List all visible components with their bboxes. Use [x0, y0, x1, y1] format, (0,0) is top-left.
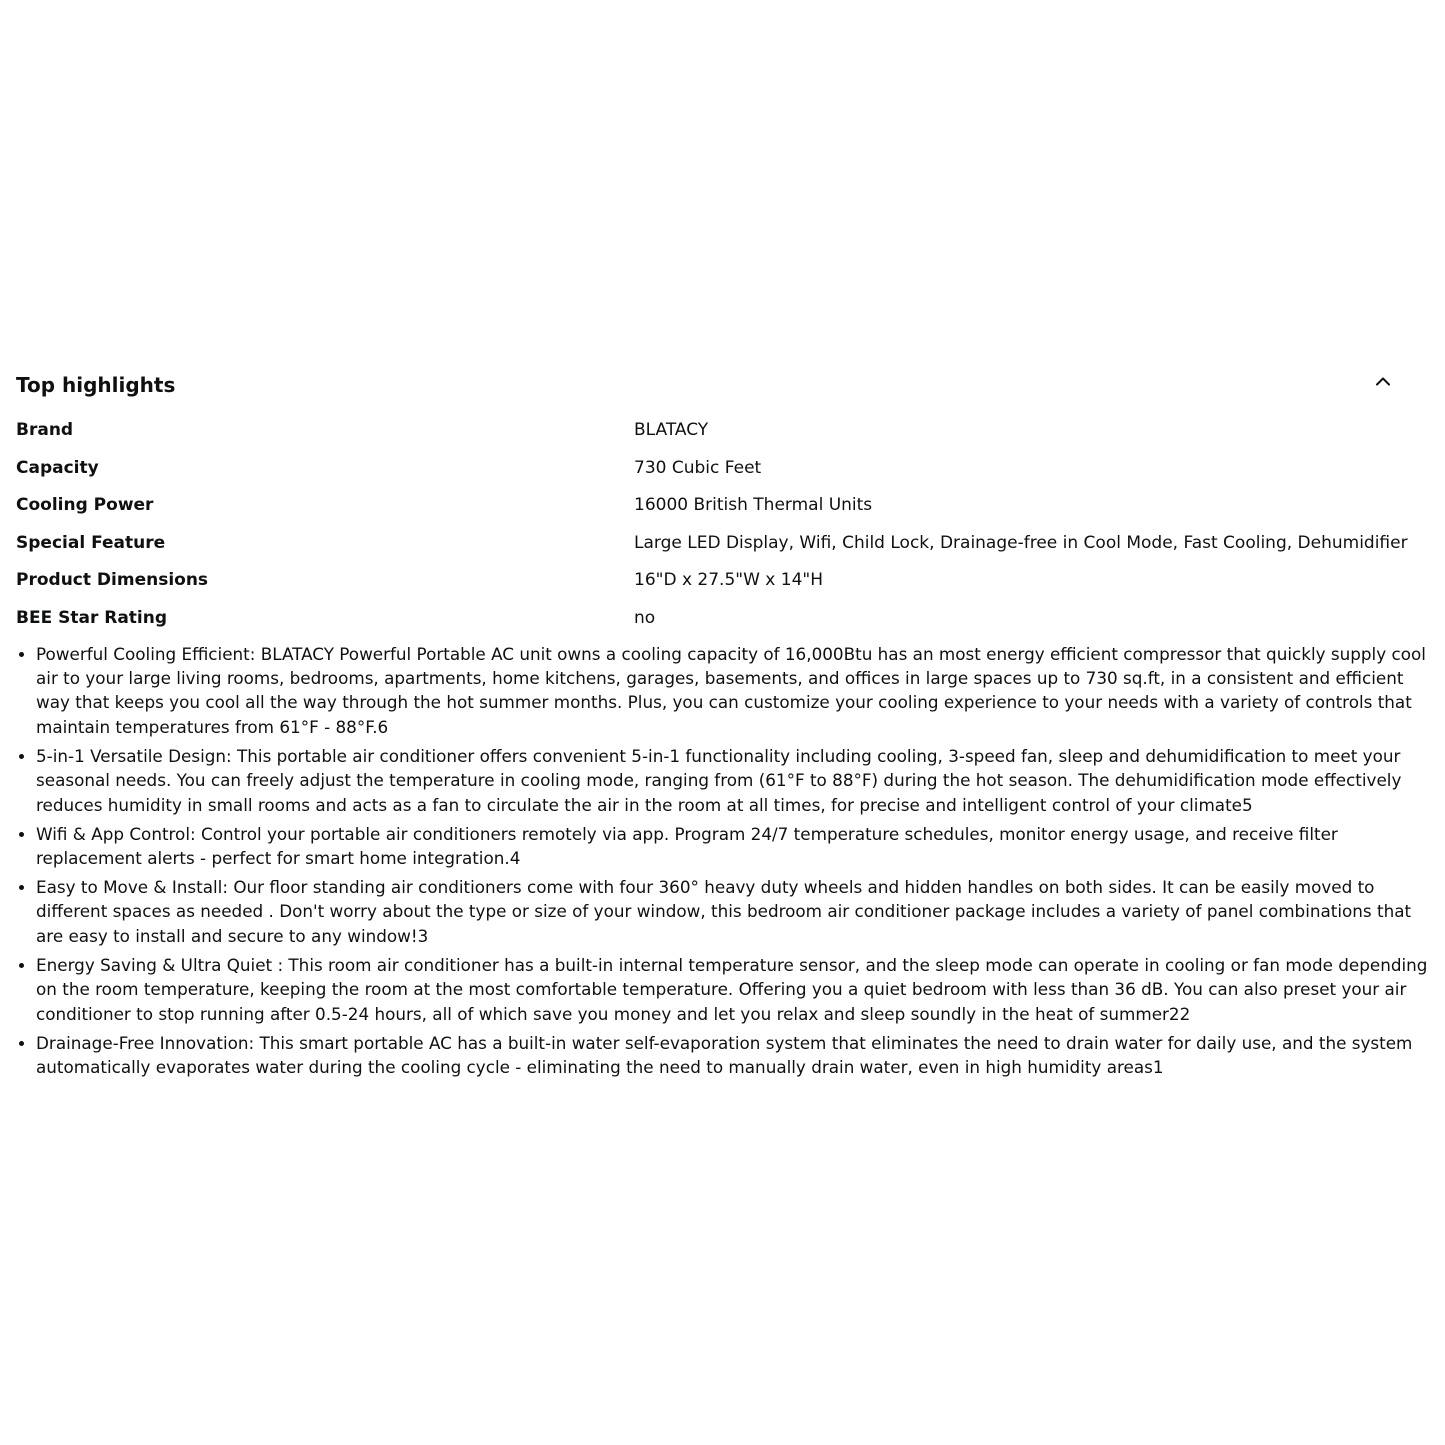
spec-row-capacity — [16, 452, 1430, 490]
feature-bullet: Easy to Move & Install: Our floor standing air conditioners come with four 360° heavy duty wheels and hidden handles on both sides. It can be easily moved to different spaces as needed . Don't worry about the type or size of your window, this bedroom air conditioner package includes a variety of panel combinations that are easy to install and secure to any window!3 — [16, 875, 1430, 948]
section-title: Top highlights — [16, 373, 176, 397]
spec-label: Brand — [16, 420, 74, 440]
top-highlights-section — [16, 366, 1430, 1084]
spec-label: Capacity — [16, 457, 99, 478]
spec-row-product-dimensions — [16, 564, 1430, 602]
feature-bullet: Wifi & App Control: Control your portable air conditioners remotely via app. Program 24/7 temperature schedules, monitor energy usage, and receive filter replacement alerts - perfect for smart home integration.4 — [16, 822, 1430, 871]
spec-value: BLATACY — [634, 420, 709, 440]
spec-label: Product Dimensions — [16, 570, 209, 591]
feature-bullet: Drainage-Free Innovation: This smart portable AC has a built-in water self-evaporation system that eliminates the need to drain water for daily use, and the system automatically evaporates water during the cooling cycle - eliminating the need to manually drain water, even in high humidity areas1 — [16, 1031, 1430, 1080]
spec-table — [16, 414, 1430, 640]
spec-row-bee-star-rating — [16, 602, 1430, 640]
feature-bullet: Powerful Cooling Efficient: BLATACY Powerful Portable AC unit owns a cooling capacity of 16,000Btu has an most energy efficient compressor that quickly supply cool air to your large living rooms, bedrooms, apartments, home kitchens, garages, basements, and offices in large spaces up to 730 sq.ft, in a consistent and efficient way that keeps you cool all the way through the hot summer months. Plus, you can customize your cooling experience to your needs with a variety of controls that maintain temperatures from 61°F - 88°F.6 — [16, 642, 1430, 740]
spec-row-special-feature — [16, 527, 1430, 565]
feature-bullet: 5-in-1 Versatile Design: This portable air conditioner offers convenient 5-in-1 functionality including cooling, 3-speed fan, sleep and dehumidification to meet your seasonal needs. You can freely adjust the temperature in cooling mode, ranging from (61°F to 88°F) during the hot season. The dehumidification mode effectively reduces humidity in small rooms and acts as a fan to circulate the air in the room at all times, for precise and intelligent control of your climate5 — [16, 744, 1430, 817]
spec-value: 16"D x 27.5"W x 14"H — [634, 570, 823, 591]
spec-label: BEE Star Rating — [16, 607, 168, 628]
section-header[interactable] — [16, 366, 1430, 404]
spec-label: Cooling Power — [16, 495, 154, 516]
spec-value: Large LED Display, Wifi, Child Lock, Drainage-free in Cool Mode, Fast Cooling, Dehumidifier — [634, 532, 1408, 553]
spec-value: 730 Cubic Feet — [634, 457, 762, 478]
spec-value: no — [634, 607, 656, 628]
spec-value: 16000 British Thermal Units — [634, 495, 873, 516]
feature-bullet: Energy Saving & Ultra Quiet : This room air conditioner has a built-in internal temperature sensor, and the sleep mode can operate in cooling or fan mode depending on the room temperature, keeping the room at the most comfortable temperature. Offering you a quiet bedroom with less than 36 dB. You can also preset your air conditioner to stop running after 0.5-24 hours, all of which save you money and let you relax and sleep soundly in the heat of summer22 — [16, 953, 1430, 1026]
spec-label: Special Feature — [16, 532, 166, 553]
spec-row-cooling-power — [16, 489, 1430, 527]
spec-row-brand — [16, 414, 1430, 452]
chevron-up-icon[interactable] — [1372, 370, 1394, 392]
feature-bullet-list — [16, 642, 1430, 1080]
